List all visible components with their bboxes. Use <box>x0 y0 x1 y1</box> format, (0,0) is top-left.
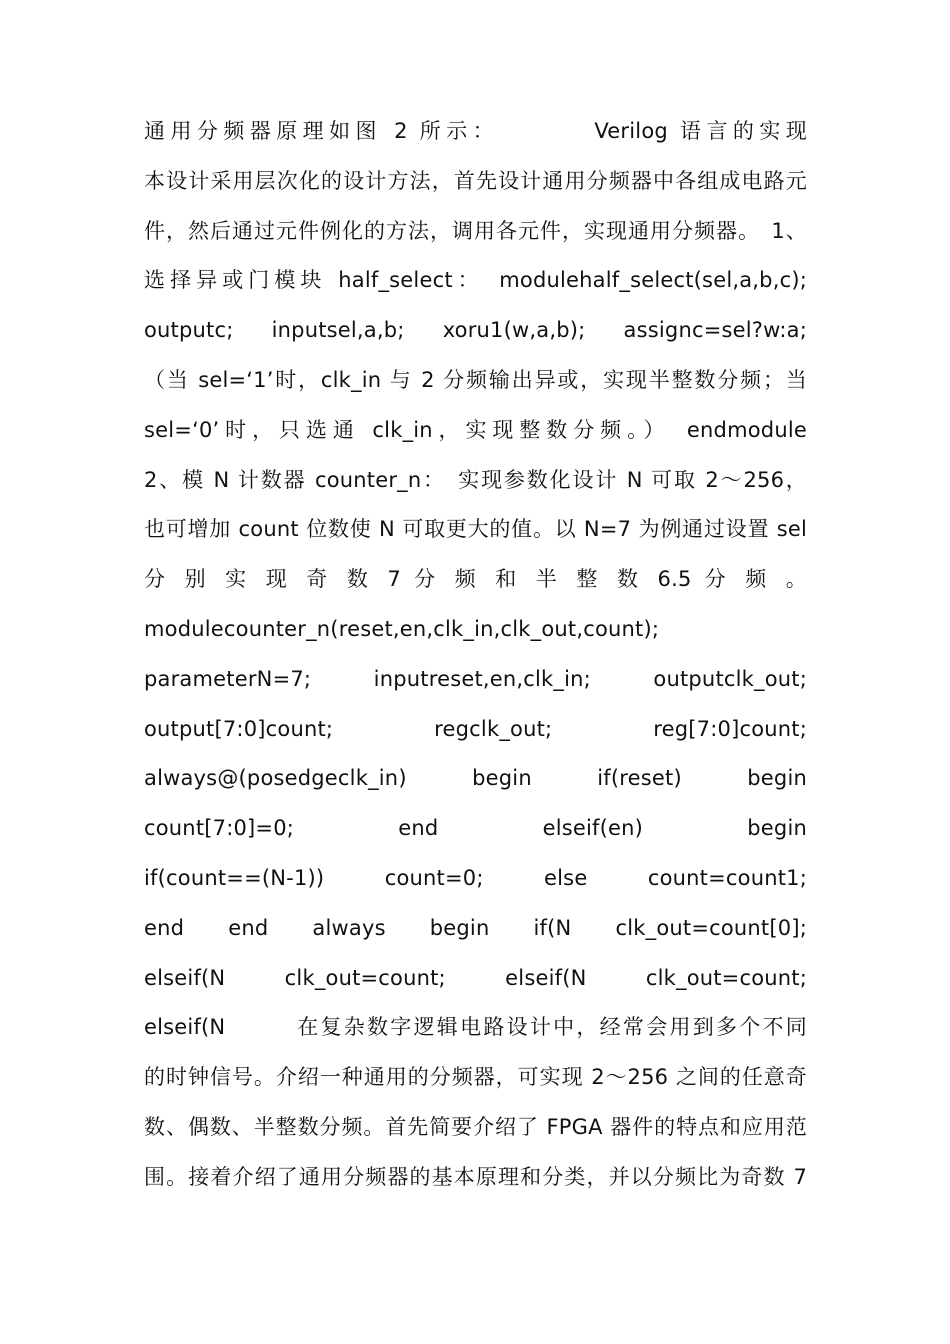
text-line: 也可增加 count 位数使 N 可取更大的值。以 N=7 为例通过设置 sel <box>144 517 807 542</box>
text-line: elseif(N clk_out=count; elseif(N clk_out=count; <box>144 965 807 990</box>
text-line: 围。接着介绍了通用分频器的基本原理和分类，并以分频比为奇数 7 <box>144 1164 807 1189</box>
text-line: if(count==(N-1)) count=0; else count=count1; <box>144 865 807 890</box>
text-line: 数、偶数、半整数分频。首先简要介绍了 FPGA 器件的特点和应用范 <box>144 1114 807 1139</box>
text-line: always@(posedgeclk_in) begin if(reset) begin <box>144 766 807 791</box>
text-line: outputc; inputsel,a,b; xoru1(w,a,b); assignc=sel?w:a; <box>144 318 807 343</box>
text-line: 的时钟信号。介绍一种通用的分频器，可实现 2～256 之间的任意奇 <box>144 1065 807 1090</box>
text-line: modulecounter_n(reset,en,clk_in,clk_out,count); <box>144 616 660 641</box>
text-line: 选择异或门模块 half_select： modulehalf_select(sel,a,b,c); <box>144 268 807 293</box>
text-line: parameterN=7; inputreset,en,clk_in; outputclk_out; <box>144 666 807 691</box>
text-line: 通用分频器原理如图 2 所示： Verilog 语言的实现 <box>144 119 807 143</box>
text-line: end end always begin if(N clk_out=count[0]; <box>144 915 807 940</box>
text-line: sel=‘0’时，只选通 clk_in，实现整数分频。） endmodule <box>144 417 807 442</box>
text-line: 件，然后通过元件例化的方法，调用各元件，实现通用分频器。 1、 <box>144 218 807 243</box>
text-line: 分 别 实 现 奇 数 7 分 频 和 半 整 数 6.5 分 频 。 <box>144 567 807 592</box>
text-line: output[7:0]count; regclk_out; reg[7:0]count; <box>144 716 807 741</box>
text-line: （当 sel=‘1’时，clk_in 与 2 分频输出异或，实现半整数分频；当 <box>144 367 807 392</box>
text-line: 本设计采用层次化的设计方法，首先设计通用分频器中各组成电路元 <box>144 168 807 193</box>
body-text <box>144 107 807 1203</box>
text-line: elseif(N 在复杂数字逻辑电路设计中，经常会用到多个不同 <box>144 1015 807 1040</box>
text-line: 2、模 N 计数器 counter_n： 实现参数化设计 N 可取 2～256， <box>144 467 807 492</box>
text-line: count[7:0]=0; end elseif(en) begin <box>144 816 807 841</box>
